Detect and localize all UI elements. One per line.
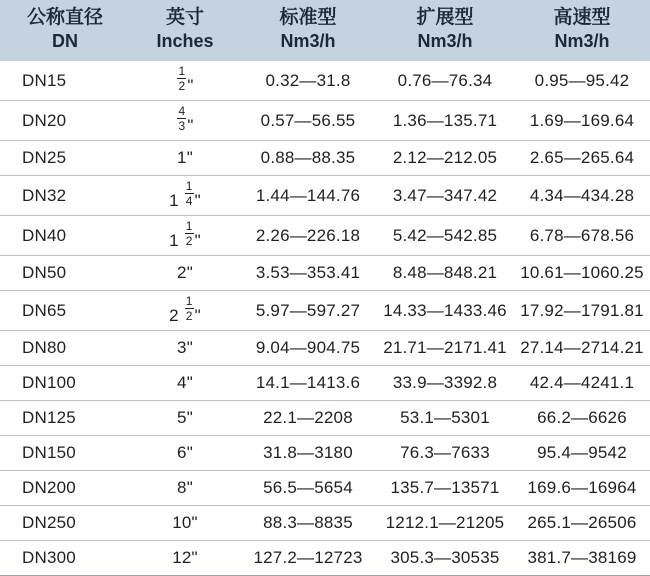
cell-extended-type: 1212.1—21205 [376, 506, 514, 541]
inches-fraction-denominator: 2 [185, 309, 193, 324]
inches-suffix: " [194, 306, 201, 326]
cell-nominal-diameter: DN32 [0, 176, 130, 216]
cell-extended-type: 76.3—7633 [376, 436, 514, 471]
inches-value [172, 548, 198, 568]
inches-fraction [185, 180, 194, 207]
inches-value [177, 373, 193, 393]
header-row [0, 0, 650, 61]
cell-extended-type: 2.12—212.05 [376, 141, 514, 176]
cell-nominal-diameter: DN300 [0, 541, 130, 576]
column-header-nominal-diameter [0, 0, 130, 61]
cell-inches [130, 436, 240, 471]
table-row [0, 141, 650, 176]
cell-nominal-diameter: DN15 [0, 61, 130, 100]
column-header-high-speed-type-line1: 高速型 [553, 7, 611, 28]
cell-standard-type: 56.5—5654 [240, 471, 376, 506]
cell-nominal-diameter: DN50 [0, 256, 130, 291]
cell-high-speed-type: 381.7—38169 [514, 541, 650, 576]
inches-value [177, 443, 193, 463]
inches-whole: 4 [177, 373, 187, 393]
column-header-extended-type-line1: 扩展型 [416, 7, 474, 28]
cell-high-speed-type: 10.61—1060.25 [514, 256, 650, 291]
inches-suffix: " [186, 148, 193, 168]
inches-fraction-numerator: 4 [178, 104, 186, 119]
inches-whole: 1 [169, 231, 179, 251]
cell-inches [130, 471, 240, 506]
cell-nominal-diameter: DN20 [0, 101, 130, 141]
table-row [0, 506, 650, 541]
table-row [0, 256, 650, 291]
inches-suffix: " [186, 373, 193, 393]
cell-high-speed-type: 4.34—434.28 [514, 176, 650, 216]
cell-standard-type: 0.88—88.35 [240, 141, 376, 176]
inches-fraction-denominator: 2 [185, 234, 193, 249]
inches-whole: 10 [172, 513, 192, 533]
table-row [0, 331, 650, 366]
cell-extended-type: 3.47—347.42 [376, 176, 514, 216]
inches-suffix: " [186, 408, 193, 428]
cell-nominal-diameter: DN200 [0, 471, 130, 506]
table-row [0, 291, 650, 331]
inches-whole: 5 [177, 408, 187, 428]
inches-fraction-denominator: 4 [185, 194, 193, 209]
inches-fraction [185, 220, 194, 247]
inches-value [169, 295, 201, 326]
cell-inches [130, 141, 240, 176]
inches-value [177, 148, 193, 168]
cell-extended-type: 8.48—848.21 [376, 256, 514, 291]
column-header-extended-type [376, 0, 514, 61]
column-header-inches-line2: Inches [156, 31, 214, 52]
cell-high-speed-type: 27.14—2714.21 [514, 331, 650, 366]
inches-whole: 6 [177, 443, 187, 463]
cell-standard-type: 88.3—8835 [240, 506, 376, 541]
cell-inches [130, 401, 240, 436]
inches-suffix: " [186, 443, 193, 463]
cell-nominal-diameter: DN150 [0, 436, 130, 471]
cell-nominal-diameter: DN25 [0, 141, 130, 176]
cell-high-speed-type: 169.6—16964 [514, 471, 650, 506]
cell-high-speed-type: 6.78—678.56 [514, 216, 650, 256]
inches-whole: 1 [177, 148, 187, 168]
table-row [0, 541, 650, 576]
inches-fraction [177, 105, 186, 132]
table-row [0, 61, 650, 100]
cell-extended-type: 5.42—542.85 [376, 216, 514, 256]
inches-suffix: " [194, 191, 201, 211]
cell-standard-type: 3.53—353.41 [240, 256, 376, 291]
table-row [0, 471, 650, 506]
cell-standard-type: 127.2—12723 [240, 541, 376, 576]
inches-whole: 12 [172, 548, 192, 568]
inches-value [172, 513, 198, 533]
cell-standard-type: 31.8—3180 [240, 436, 376, 471]
column-header-high-speed-type [514, 0, 650, 61]
table-body [0, 61, 650, 575]
cell-standard-type: 9.04—904.75 [240, 331, 376, 366]
cell-standard-type: 0.32—31.8 [240, 61, 376, 100]
cell-nominal-diameter: DN250 [0, 506, 130, 541]
inches-whole: 2 [169, 306, 179, 326]
inches-value [169, 180, 201, 211]
cell-high-speed-type: 2.65—265.64 [514, 141, 650, 176]
inches-value [176, 65, 193, 96]
inches-suffix: " [186, 338, 193, 358]
inches-fraction-numerator: 1 [185, 179, 193, 194]
inches-fraction [177, 65, 186, 92]
column-header-standard-type-line2: Nm3/h [280, 31, 336, 52]
cell-nominal-diameter: DN125 [0, 401, 130, 436]
inches-fraction [185, 295, 194, 322]
inches-value [169, 220, 201, 251]
inches-suffix: " [191, 513, 198, 533]
inches-suffix: " [187, 76, 194, 96]
table-header [0, 0, 650, 61]
cell-standard-type: 14.1—1413.6 [240, 366, 376, 401]
cell-high-speed-type: 66.2—6626 [514, 401, 650, 436]
inches-whole: 1 [169, 191, 179, 211]
cell-extended-type: 1.36—135.71 [376, 101, 514, 141]
table-row [0, 366, 650, 401]
inches-whole: 8 [177, 478, 187, 498]
cell-inches [130, 256, 240, 291]
cell-standard-type: 0.57—56.55 [240, 101, 376, 141]
inches-whole: 3 [177, 338, 187, 358]
cell-extended-type: 33.9—3392.8 [376, 366, 514, 401]
inches-fraction-denominator: 2 [178, 79, 186, 94]
column-header-inches-line1: 英寸 [165, 7, 204, 28]
cell-inches [130, 176, 240, 216]
cell-extended-type: 0.76—76.34 [376, 61, 514, 100]
column-header-nominal-diameter-line1: 公称直径 [26, 7, 103, 28]
cell-inches [130, 61, 240, 100]
inches-fraction-numerator: 1 [185, 294, 193, 309]
column-header-standard-type-line1: 标准型 [279, 7, 337, 28]
inches-suffix: " [194, 231, 201, 251]
cell-inches [130, 331, 240, 366]
table-row [0, 216, 650, 256]
table-row [0, 101, 650, 141]
cell-nominal-diameter: DN40 [0, 216, 130, 256]
cell-high-speed-type: 42.4—4241.1 [514, 366, 650, 401]
inches-value [177, 408, 193, 428]
cell-inches [130, 101, 240, 141]
cell-standard-type: 2.26—226.18 [240, 216, 376, 256]
inches-fraction-numerator: 1 [178, 64, 186, 79]
inches-value [177, 478, 193, 498]
table-row [0, 176, 650, 216]
table-row [0, 436, 650, 471]
inches-fraction-numerator: 1 [185, 219, 193, 234]
column-header-standard-type [240, 0, 376, 61]
column-header-inches [130, 0, 240, 61]
cell-high-speed-type: 265.1—26506 [514, 506, 650, 541]
inches-suffix: " [187, 116, 194, 136]
cell-extended-type: 14.33—1433.46 [376, 291, 514, 331]
inches-value [176, 105, 193, 136]
cell-standard-type: 5.97—597.27 [240, 291, 376, 331]
cell-inches [130, 291, 240, 331]
cell-extended-type: 21.71—2171.41 [376, 331, 514, 366]
cell-inches [130, 216, 240, 256]
cell-nominal-diameter: DN65 [0, 291, 130, 331]
cell-high-speed-type: 1.69—169.64 [514, 101, 650, 141]
cell-high-speed-type: 0.95—95.42 [514, 61, 650, 100]
column-header-extended-type-line2: Nm3/h [417, 31, 473, 52]
cell-nominal-diameter: DN80 [0, 331, 130, 366]
cell-standard-type: 22.1—2208 [240, 401, 376, 436]
cell-inches [130, 366, 240, 401]
inches-suffix: " [186, 478, 193, 498]
inches-suffix: " [186, 263, 193, 283]
inches-value [177, 263, 193, 283]
column-header-nominal-diameter-line2: DN [52, 31, 78, 52]
inches-suffix: " [191, 548, 198, 568]
cell-nominal-diameter: DN100 [0, 366, 130, 401]
cell-high-speed-type: 95.4—9542 [514, 436, 650, 471]
cell-inches [130, 541, 240, 576]
column-header-high-speed-type-line2: Nm3/h [554, 31, 610, 52]
cell-high-speed-type: 17.92—1791.81 [514, 291, 650, 331]
inches-whole: 2 [177, 263, 187, 283]
cell-extended-type: 53.1—5301 [376, 401, 514, 436]
cell-extended-type: 135.7—13571 [376, 471, 514, 506]
inches-fraction-denominator: 3 [178, 119, 186, 134]
cell-standard-type: 1.44—144.76 [240, 176, 376, 216]
cell-extended-type: 305.3—30535 [376, 541, 514, 576]
inches-value [177, 338, 193, 358]
cell-inches [130, 506, 240, 541]
table-row [0, 401, 650, 436]
